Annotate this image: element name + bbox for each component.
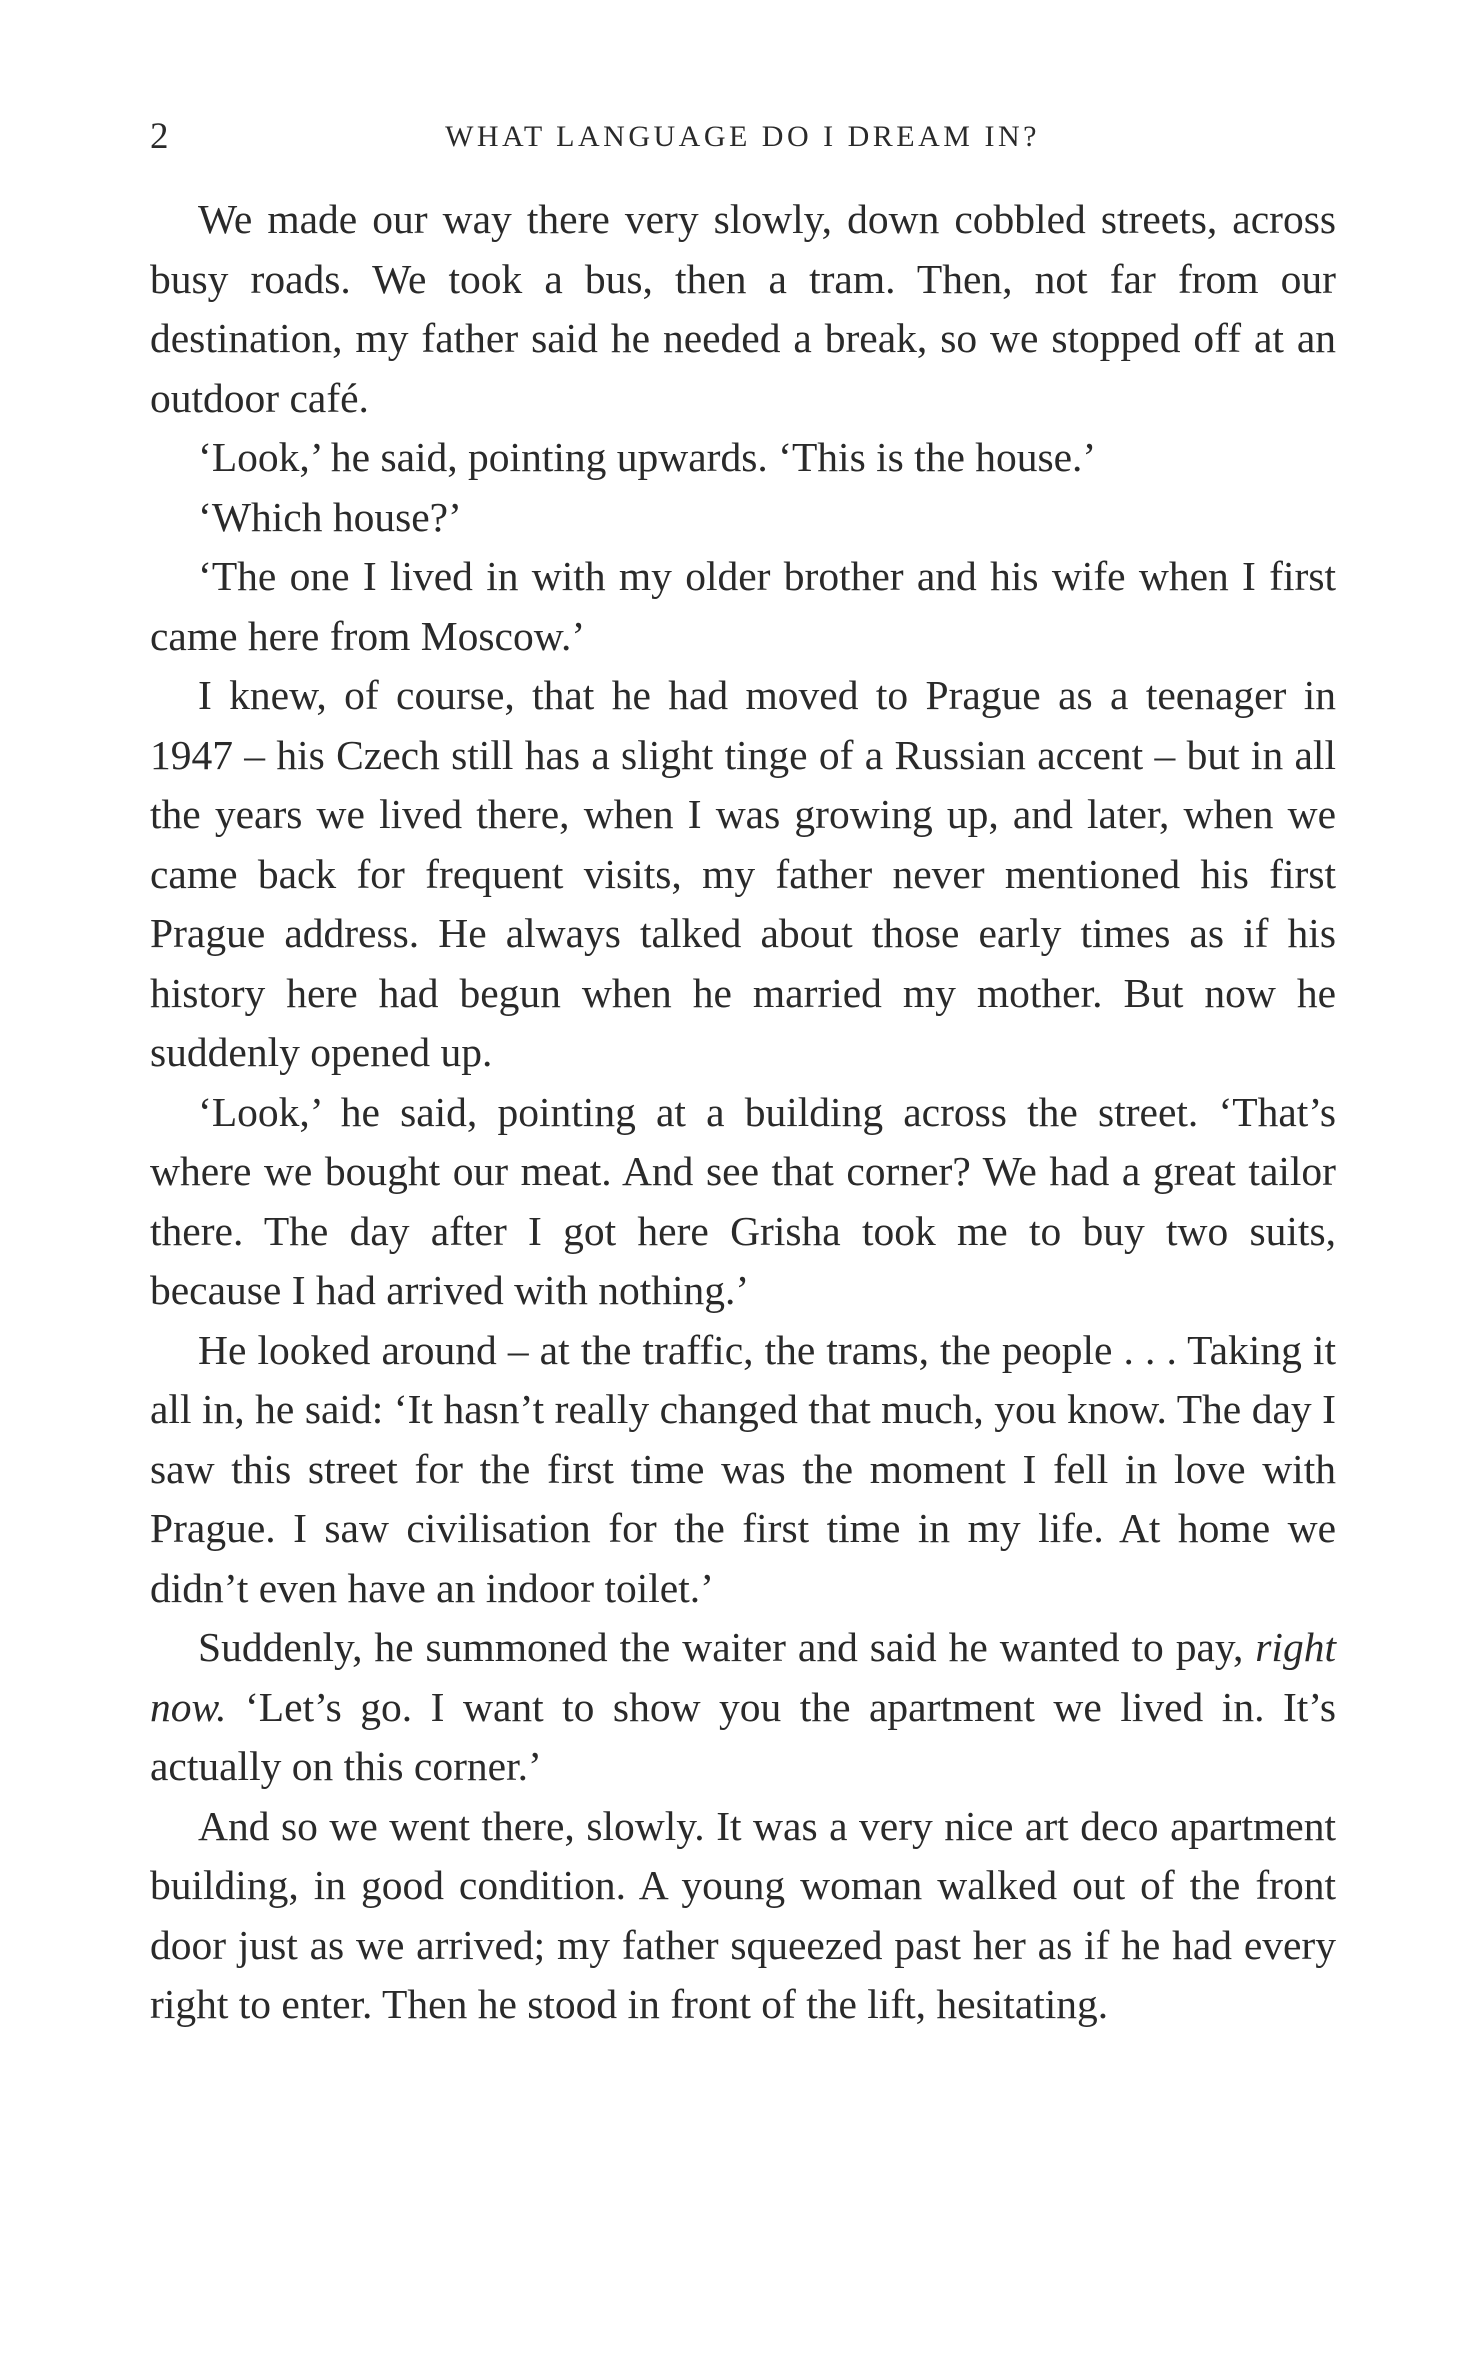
paragraph: And so we went there, slowly. It was a very nice art deco apartment building, in good condition. A young woman walked out of the front door just as we arrived; my father squeezed past her as if he had every right to enter. Then he stood in front of the lift, hesitating.: [150, 1802, 1336, 2027]
paragraph-text: ‘Let’s go. I want to show you the apartment we lived in. It’s actually on this corner.’: [150, 1683, 1336, 1789]
text-body: [150, 190, 1336, 2035]
page-number: 2: [150, 116, 169, 157]
paragraph: ‘Which house?’: [198, 493, 462, 540]
paragraph: ‘Look,’ he said, pointing at a building across the street. ‘That’s where we bought our meat. And see that corner? We had a great tailor there. The day after I got here Grisha took me to buy two suits, because I had arrived with nothing.’: [150, 1088, 1336, 1313]
book-title: WHAT LANGUAGE DO I DREAM IN?: [445, 120, 1040, 153]
paragraph: [150, 1618, 1336, 1797]
paragraph: ‘The one I lived in with my older brother and his wife when I first came here from Moscow.’: [150, 553, 1336, 659]
emphasized-text: right now.: [150, 1624, 1336, 1730]
paragraph: He looked around – at the traffic, the trams, the people . . . Taking it all in, he said: ‘It hasn’t really changed that much, you know. The day I saw this street for the first time was the moment I fell in love with Prague. I saw civilisation for the first time in my life. At home we didn’t even have an indoor toilet.’: [150, 1326, 1336, 1611]
paragraph: ‘Look,’ he said, pointing upwards. ‘This is the house.’: [198, 434, 1097, 480]
paragraph: I knew, of course, that he had moved to Prague as a teenager in 1947 – his Czech still has a slight tinge of a Russian accent – but in all the years we lived there, when I was growing up, and later, when we came back for frequent visits, my father never mentioned his first Prague address. He always talked about those early times as if his history here had begun when he married my mother. But now he suddenly opened up.: [150, 672, 1336, 1075]
paragraph: We made our way there very slowly, down cobbled streets, across busy roads. We took a bus, then a tram. Then, not far from our destination, my father said he needed a break, so we stopped off at an outdoor café.: [150, 196, 1336, 421]
paragraph-text: Suddenly, he summoned the waiter and said he wanted to pay,: [198, 1624, 1256, 1670]
running-head: [150, 112, 1335, 162]
